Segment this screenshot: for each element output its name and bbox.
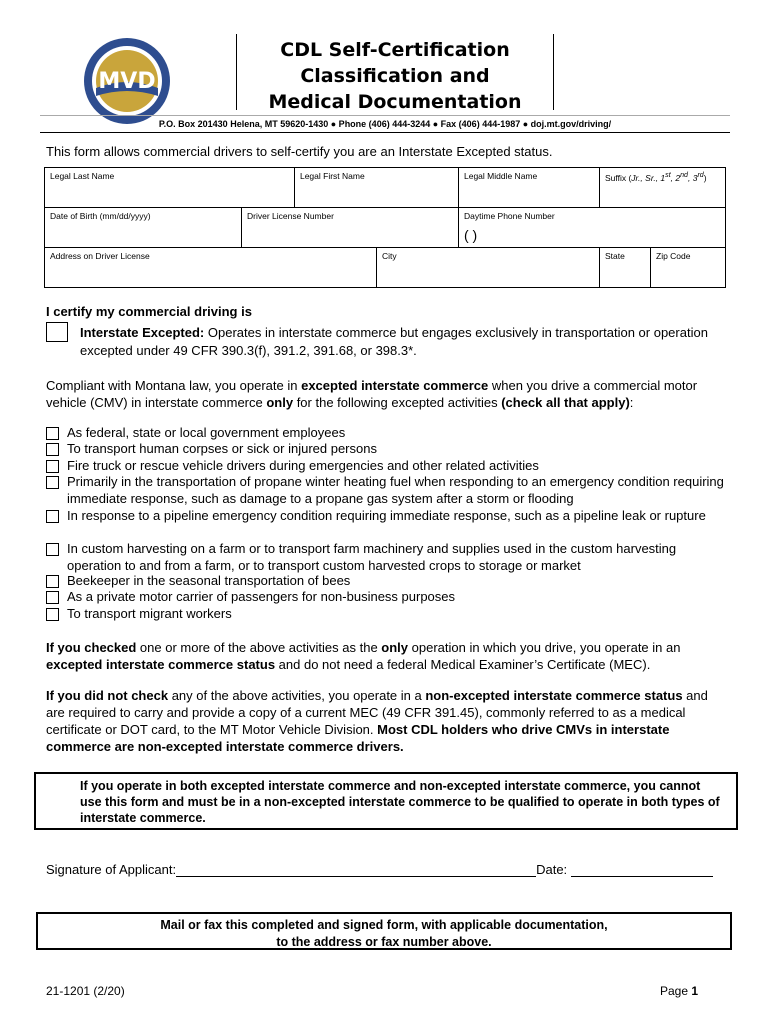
compliant-paragraph: Compliant with Montana law, you operate in excepted interstate commerce when you drive a commercial motor vehicle (CMV) in interstate commerce only for the following excepted activities (check all that apply): — [46, 378, 698, 410]
if-checked-paragraph: If you checked one or more of the above activities as the only operation in which you drive, you operate in an excepted interstate commerce status and do not need a federal Medical Examiner’s Certificate (MEC). — [46, 640, 681, 672]
applicant-info-table — [44, 167, 726, 288]
activity-checkbox[interactable] — [46, 608, 59, 621]
both-commerce-notice-box — [34, 772, 738, 830]
last-name-field[interactable]: Legal Last Name — [45, 168, 295, 208]
first-name-field[interactable]: Legal First Name — [294, 168, 458, 208]
interstate-excepted-checkbox[interactable] — [46, 322, 68, 342]
mail-line-2: to the address or fax number above. — [276, 935, 492, 949]
mvd-seal-logo — [82, 36, 172, 126]
activity-item: Primarily in the transportation of propane winter heating fuel when responding to an emergency condition requiring immediate response, such as damage to a propane gas system after a storm or flooding — [46, 474, 726, 507]
suffix-field[interactable]: Suffix (Jr., Sr., 1st, 2nd, 3rd) — [600, 168, 726, 208]
form-title — [237, 37, 553, 115]
activity-checkbox[interactable] — [46, 543, 59, 556]
date-label: Date: — [536, 862, 571, 877]
mail-instructions-box — [36, 912, 732, 950]
activity-checkbox[interactable] — [46, 476, 59, 489]
activity-item: As a private motor carrier of passengers for non-business purposes — [46, 589, 726, 606]
if-not-checked-paragraph: If you did not check any of the above activities, you operate in a non-excepted interstate commerce status and are required to carry and provide a copy of a current MEC (49 CFR 391.45), commonly referred to as a medical certificate or DOT card, to the MT Motor Vehicle Division. Most CDL holders who drive CMVs in interstate commerce are non-excepted interstate commerce drivers. — [46, 688, 708, 754]
form-title-box — [236, 34, 554, 113]
title-line-2: Classification and — [300, 65, 490, 87]
activity-item: As federal, state or local government employees — [46, 425, 726, 442]
certify-heading: I certify my commercial driving is — [46, 304, 252, 319]
activity-checkbox[interactable] — [46, 575, 59, 588]
city-field[interactable]: City — [376, 248, 599, 288]
title-line-1: CDL Self-Certification — [280, 39, 510, 61]
phone-field[interactable]: Daytime Phone Number ( ) — [459, 208, 726, 248]
form-number: 21-1201 (2/20) — [46, 984, 125, 998]
activity-item: In custom harvesting on a farm or to transport farm machinery and supplies used in the custom harvesting operation to and from a farm, or to transport custom harvested crops to storage or market — [46, 541, 726, 574]
signature-line[interactable] — [176, 862, 536, 877]
phone-area-code: ( ) — [464, 227, 478, 243]
zip-field[interactable]: Zip Code — [651, 248, 726, 288]
notice-text: If you operate in both excepted interstate commerce and non-excepted interstate commerce, you cannot use this form and must be in a non-excepted interstate commerce to be qualified to operate in both types of interstate commerce. — [80, 779, 720, 825]
interstate-excepted-text: Interstate Excepted: Operates in interstate commerce but engages exclusively in transportation or operation excepted under 49 CFR 390.3(f), 391.2, 391.68, or 398.3*. — [80, 325, 708, 358]
activity-checkbox[interactable] — [46, 591, 59, 604]
signature-label: Signature of Applicant: — [46, 862, 177, 877]
title-line-3: Medical Documentation — [268, 91, 522, 113]
activity-checkbox[interactable] — [46, 460, 59, 473]
dob-field[interactable]: Date of Birth (mm/dd/yyyy) — [45, 208, 242, 248]
activity-checkbox[interactable] — [46, 443, 59, 456]
activity-item: To transport migrant workers — [46, 606, 726, 623]
activity-checkbox[interactable] — [46, 427, 59, 440]
page-number: Page 1 — [660, 984, 699, 998]
activity-checkbox[interactable] — [46, 510, 59, 523]
activity-item: Beekeeper in the seasonal transportation of bees — [46, 573, 726, 590]
dl-number-field[interactable]: Driver License Number — [242, 208, 459, 248]
date-line[interactable] — [571, 862, 713, 877]
activity-item: In response to a pipeline emergency condition requiring immediate response, such as a pipeline leak or rupture — [46, 508, 726, 525]
contact-address-bar: P.O. Box 201430 Helena, MT 59620-1430 ● Phone (406) 444-3244 ● Fax (406) 444-1987 ● doj.mt.gov/driving/ — [40, 115, 730, 133]
logo-text: MVD — [98, 69, 156, 94]
signature-row — [46, 862, 736, 877]
middle-name-field[interactable]: Legal Middle Name — [459, 168, 600, 208]
activity-item: Fire truck or rescue vehicle drivers during emergencies and other related activities — [46, 458, 726, 475]
state-field[interactable]: State — [600, 248, 651, 288]
mail-line-1: Mail or fax this completed and signed form, with applicable documentation, — [160, 918, 608, 932]
address-field[interactable]: Address on Driver License — [45, 248, 377, 288]
activity-item: To transport human corpses or sick or injured persons — [46, 441, 726, 458]
intro-text: This form allows commercial drivers to self-certify you are an Interstate Excepted status. — [46, 144, 553, 159]
